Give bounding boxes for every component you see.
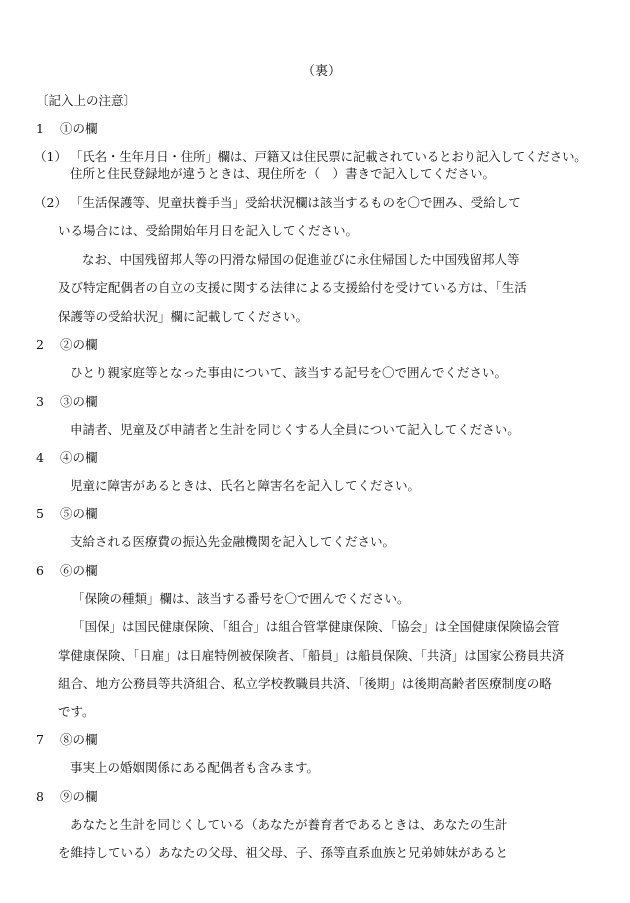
section-4-number: 4 bbox=[36, 450, 44, 465]
item-1-2-line: いる場合には、受給開始年月日を記入してください。 bbox=[58, 223, 359, 238]
section-1-title: ①の欄 bbox=[60, 121, 98, 136]
item-1-1-line: 住所と住民登録地が違うときは、現住所を（ ）書きで記入してください。 bbox=[70, 166, 496, 181]
section-8-title: ⑨の欄 bbox=[60, 789, 98, 804]
section-6-line: 「国保」は国民健康保険、「組合」は組合管掌健康保険、「協会」は全国健康保険協会管 bbox=[72, 619, 560, 634]
section-5-title: ⑤の欄 bbox=[60, 506, 98, 521]
section-2-number: 2 bbox=[36, 337, 44, 352]
page-title: （裏） bbox=[302, 64, 342, 79]
item-1-2-line: 及び特定配偶者の自立の支援に関する法律による支援給付を受けている方は、「生活 bbox=[58, 280, 527, 295]
item-1-2-line: 保護等の受給状況」欄に記載してください。 bbox=[58, 309, 309, 324]
section-6-title: ⑥の欄 bbox=[60, 563, 98, 578]
section-5-number: 5 bbox=[36, 506, 44, 521]
item-1-2-label: （2） bbox=[34, 195, 67, 210]
section-6-line: 「保険の種類」欄は、該当する番号を〇で囲んでください。 bbox=[72, 591, 410, 606]
section-7-title: ⑧の欄 bbox=[60, 732, 98, 747]
section-4-title: ④の欄 bbox=[60, 450, 98, 465]
section-2-title: ②の欄 bbox=[60, 337, 98, 352]
section-3-number: 3 bbox=[36, 394, 44, 409]
item-1-1-label: （1） bbox=[34, 149, 67, 164]
section-7-number: 7 bbox=[36, 732, 44, 747]
section-4-line: 児童に障害があるときは、氏名と障害名を記入してください。 bbox=[70, 478, 421, 493]
section-6-line: 組合、地方公務員等共済組合、私立学校教職員共済、「後期」は後期高齢者医療制度の略 bbox=[58, 676, 552, 691]
section-6-line: 掌健康保険、「日雇」は日雇特例被保険者、「船員」は船員保険、「共済」は国家公務員共済 bbox=[58, 648, 565, 663]
section-1-number: 1 bbox=[36, 121, 44, 136]
section-7-line: 事実上の婚姻関係にある配偶者も含みます。 bbox=[70, 760, 320, 775]
section-8-line: を維持している）あなたの父母、祖父母、子、孫等直系血族と兄弟姉妹があると bbox=[58, 845, 509, 860]
section-5-line: 支給される医療費の振込先金融機関を記入してください。 bbox=[70, 534, 396, 549]
section-6-line: です。 bbox=[58, 704, 95, 719]
section-8-line: あなたと生計を同じくしている（あなたが養育者であるときは、あなたの生計 bbox=[70, 817, 508, 832]
item-1-2-line: 「生活保護等、児童扶養手当」受給状況欄は該当するものを〇で囲み、受給して bbox=[70, 195, 521, 210]
section-3-line: 申請者、児童及び申請者と生計を同じくする人全員について記入してください。 bbox=[70, 422, 520, 437]
section-3-title: ③の欄 bbox=[60, 394, 98, 409]
section-2-line: ひとり親家庭等となった事由について、該当する記号を〇で囲んでください。 bbox=[70, 365, 508, 380]
item-1-1-line: 「氏名・生年月日・住所」欄は、戸籍又は住民票に記載されているとおり記入してください。 bbox=[70, 149, 587, 164]
section-6-number: 6 bbox=[36, 563, 44, 578]
item-1-2-line: なお、中国残留邦人等の円滑な帰国の促進並びに永住帰国した中国残留邦人等 bbox=[82, 252, 520, 267]
section-8-number: 8 bbox=[36, 789, 44, 804]
notes-heading: 〔記入上の注意〕 bbox=[36, 93, 137, 108]
